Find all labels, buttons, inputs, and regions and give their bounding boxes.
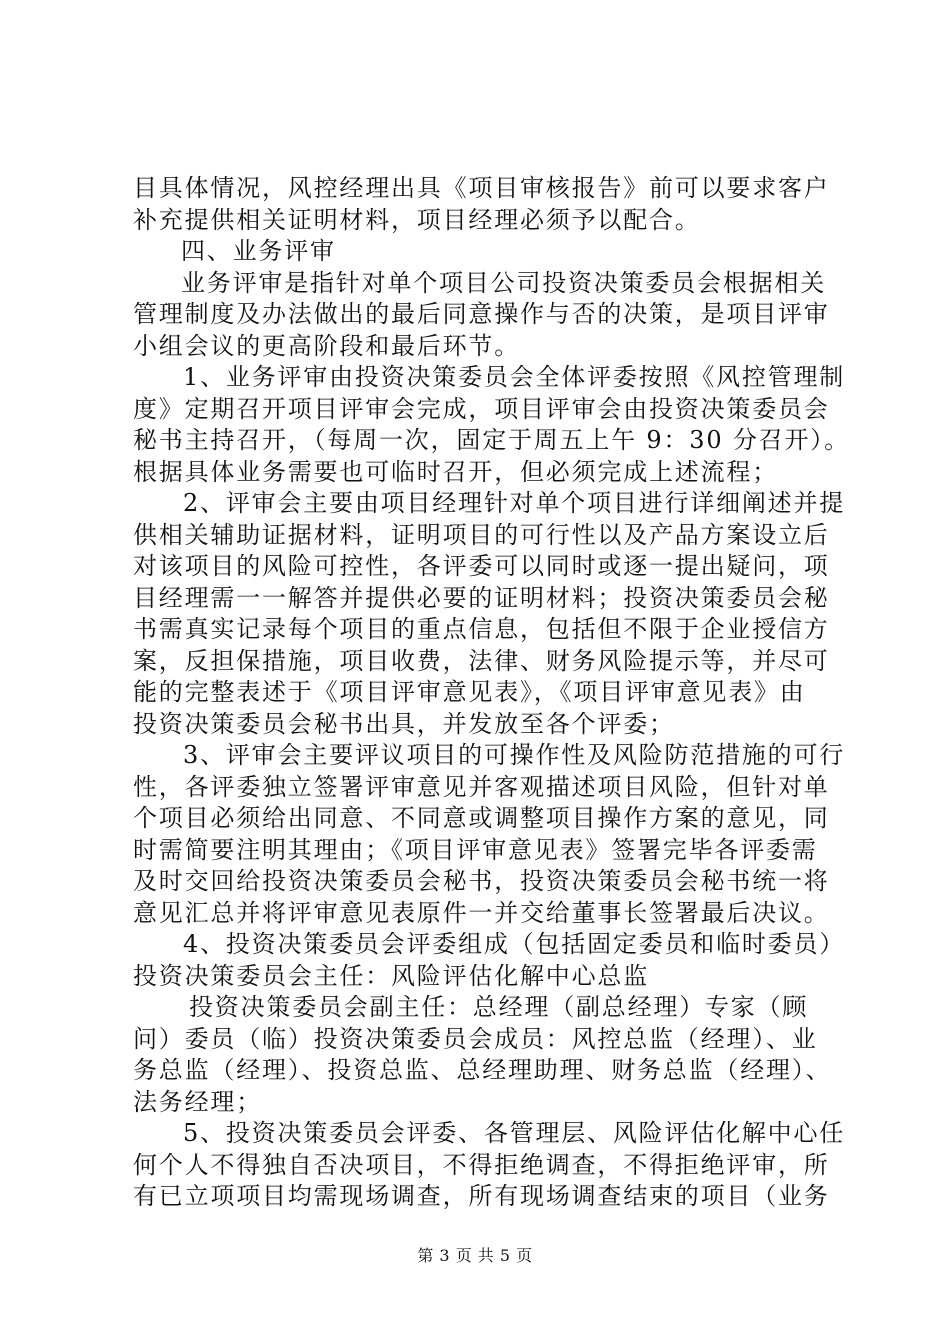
body-line: 管理制度及办法做出的最后同意操作与否的决策，是项目评审: [133, 300, 830, 328]
body-line: 目经理需一一解答并提供必要的证明材料；投资决策委员会秘: [133, 583, 830, 612]
body-line: 2、评审会主要由项目经理针对单个项目进行详细阐述并提: [183, 489, 846, 517]
body-line: 3、评审会主要评议项目的可操作性及风险防范措施的可行: [183, 741, 846, 769]
body-line: 意见汇总并将评审意见表原件一并交给董事长签署最后决议。: [133, 898, 830, 927]
document-body: [133, 173, 850, 1213]
body-line: 度》定期召开项目评审会完成，项目评审会由投资决策委员会: [133, 394, 830, 423]
body-line: 投资决策委员会秘书出具，并发放至各个评委；: [133, 709, 675, 738]
page-number-footer: 第 3 页 共 5 页: [417, 1246, 533, 1265]
body-line: 4、投资决策委员会评委组成（包括固定委员和临时委员）: [183, 930, 846, 958]
body-line: 供相关辅助证据材料，证明项目的可行性以及产品方案设立后: [133, 520, 830, 549]
body-line: 何个人不得独自否决项目，不得拒绝调查，不得拒绝评审，所: [133, 1150, 830, 1179]
body-line: 根据具体业务需要也可临时召开，但必须完成上述流程；: [133, 457, 778, 486]
body-line: 投资决策委员会副主任：总经理（副总经理）专家（顾: [189, 993, 809, 1021]
body-line: 及时交回给投资决策委员会秘书，投资决策委员会秘书统一将: [133, 867, 830, 895]
body-line: 法务经理；: [133, 1087, 262, 1116]
body-line: 补充提供相关证明材料，项目经理必须予以配合。: [133, 205, 701, 234]
body-line: 务总监（经理）、投资总监、总经理助理、财务总监（经理）、: [133, 1056, 832, 1084]
body-line: 秘书主持召开，（每周一次，固定于周五上午 9：30 分召开）。: [133, 426, 850, 454]
body-line: 能的完整表述于《项目评审意见表》，《项目评审意见表》由: [133, 678, 806, 706]
body-line: 小组会议的更高阶段和最后环节。: [133, 331, 520, 360]
body-line: 个项目必须给出同意、不同意或调整项目操作方案的意见，同: [133, 804, 830, 832]
body-line: 投资决策委员会主任：风险评估化解中心总监: [133, 961, 649, 990]
body-line: 5、投资决策委员会评委、各管理层、风险评估化解中心任: [183, 1119, 846, 1147]
body-line: 目具体情况，风控经理出具《项目审核报告》前可以要求客户: [133, 174, 830, 202]
body-line: 书需真实记录每个项目的重点信息，包括但不限于企业授信方: [133, 615, 830, 643]
body-line: 时需简要注明其理由；《项目评审意见表》签署完毕各评委需: [133, 835, 818, 864]
body-line: 性，各评委独立签署评审意见并客观描述项目风险，但针对单: [133, 772, 830, 801]
section-heading: 四、业务评审: [181, 237, 336, 265]
body-line: 问）委员（临）投资决策委员会成员：风控总监（经理）、业: [133, 1024, 818, 1053]
body-line: 对该项目的风险可控性，各评委可以同时或逐一提出疑问，项: [133, 552, 830, 580]
body-line: 有已立项项目均需现场调查，所有现场调查结束的项目（业务: [133, 1182, 830, 1210]
body-line: 1、业务评审由投资决策委员会全体评委按照《风控管理制: [183, 363, 846, 391]
body-line: 业务评审是指针对单个项目公司投资决策委员会根据相关: [181, 268, 826, 297]
body-line: 案，反担保措施，项目收费，法律、财务风险提示等，并尽可: [133, 646, 830, 675]
